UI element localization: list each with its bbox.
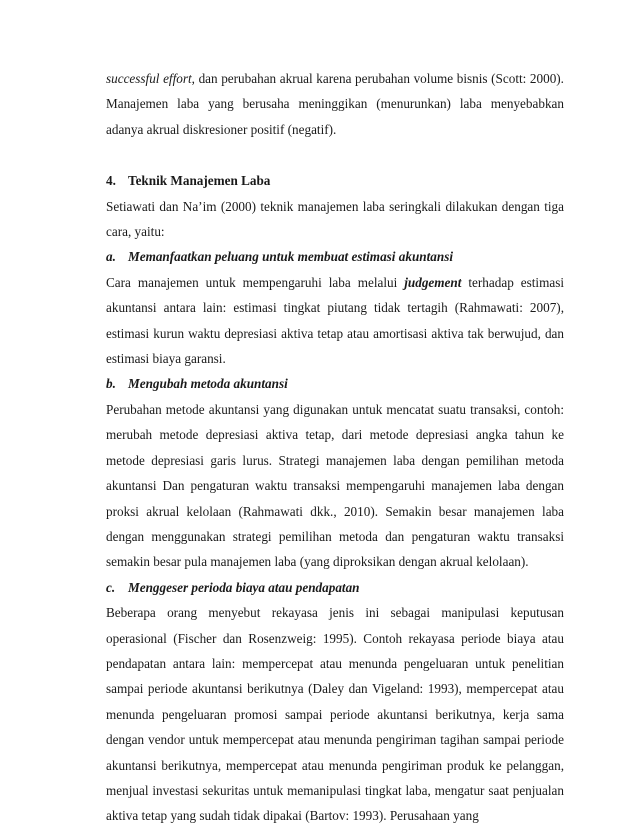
emphasis-term: judgement <box>404 274 462 290</box>
document-page <box>106 66 564 829</box>
section-title: Teknik Manajemen Laba <box>128 173 271 189</box>
emphasis-term: successful effort <box>106 71 192 86</box>
section-number: 4. <box>106 173 116 189</box>
paragraph-a <box>106 270 564 372</box>
section-heading <box>106 168 564 193</box>
subheading-title: Memanfaatkan peluang untuk membuat estimasi akuntansi <box>128 249 453 265</box>
paragraph-b: Perubahan metode akuntansi yang digunakan untuk mencatat suatu transaksi, contoh: merubah metode depresiasi aktiva tetap, dari metode depresiasi angka tahun ke metode depresiasi garis lurus. Strategi manajemen laba dengan pemilihan metoda akuntansi Dan pengaturan waktu transaksi mempengaruhi manajemen laba dengan proksi akrual kelolaan (Rahmawati dkk., 2010). Semakin besar manajemen laba dengan menggunakan strategi pemilihan metoda dan pengaturan waktu transaksi semakin besar pula manajemen laba (yang diproksikan dengan akrual kelolaan). <box>106 401 564 570</box>
paragraph-text: terhadap estimasi akuntansi antara lain: estimasi tingkat piutang tidak tertagih (Rahmawati: 2007), estimasi kurun waktu depresiasi aktiva tetap atau amortisasi aktiva tak berwujud, dan estimasi biaya garansi. <box>106 274 564 367</box>
subheading-label: b. <box>106 376 116 392</box>
subheading-c <box>106 575 564 600</box>
paragraph-text: Cara manajemen untuk mempengaruhi laba melalui <box>106 274 405 290</box>
subheading-label: a. <box>106 249 116 265</box>
paragraph-continuation <box>106 66 564 142</box>
paragraph-text: , dan perubahan akrual karena perubahan volume bisnis (Scott: 2000). Manajemen laba yang berusaha meninggikan (menurunkan) laba menyebabkan adanya akrual diskresioner positif (negatif). <box>106 71 564 137</box>
subheading-a <box>106 244 564 269</box>
subheading-b <box>106 371 564 396</box>
section-gap <box>106 142 564 168</box>
paragraph-c: Beberapa orang menyebut rekayasa jenis ini sebagai manipulasi keputusan operasional (Fischer dan Rosenzweig: 1995). Contoh rekayasa periode biaya atau pendapatan antara lain: mempercepat atau menunda pengeluaran untuk penelitian sampai periode akuntansi berikutnya (Daley dan Vigeland: 1993), mempercepat atau menunda pengeluaran promosi sampai periode akuntansi berikutnya, kerja sama dengan vendor untuk mempercepat atau menunda pengiriman tagihan sampai periode akuntansi berikutnya, mempercepat atau menunda pengiriman produk ke pelanggan, menjual investasi sekuritas untuk memanipulasi tingkat laba, mengatur saat penjualan aktiva tetap yang sudah tidak dipakai (Bartov: 1993). Perusahaan yang <box>106 605 564 824</box>
subheading-label: c. <box>106 579 116 595</box>
subheading-title: Menggeser perioda biaya atau pendapatan <box>128 579 360 595</box>
section-intro: Setiawati dan Na’im (2000) teknik manajemen laba seringkali dilakukan dengan tiga cara, yaitu: <box>106 198 564 240</box>
subheading-title: Mengubah metoda akuntansi <box>128 376 288 392</box>
